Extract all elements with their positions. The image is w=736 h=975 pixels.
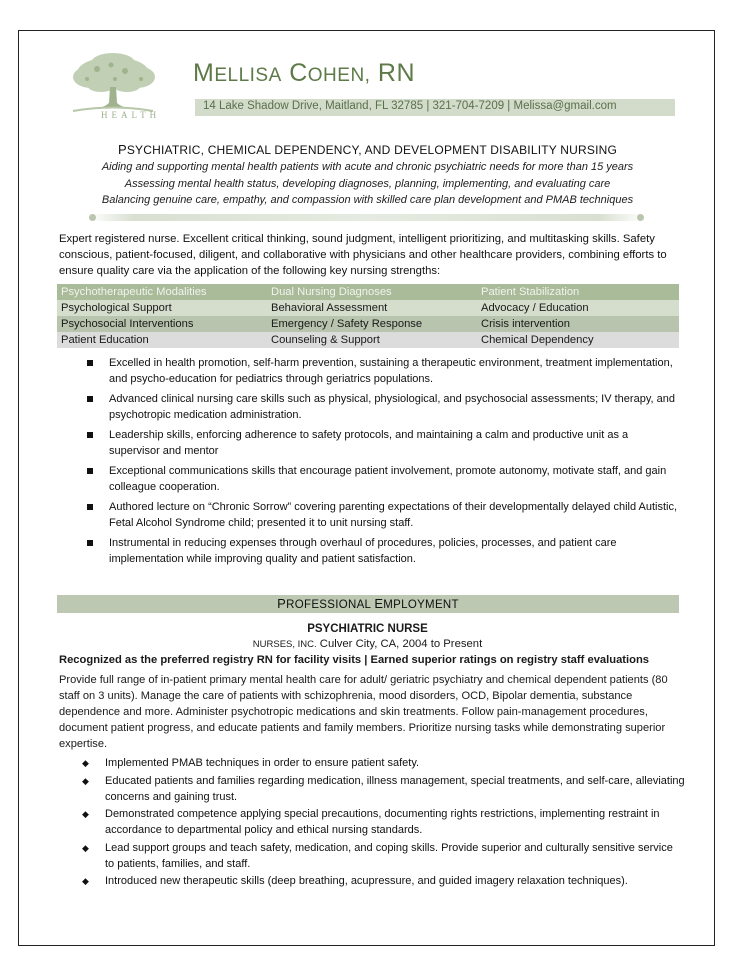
table-cell: Chemical Dependency <box>481 334 594 346</box>
square-bullet-icon <box>87 504 93 510</box>
square-bullet-icon <box>87 432 93 438</box>
table-cell: Emergency / Safety Response <box>271 318 423 330</box>
list-item: ◆ Introduced new therapeutic skills (deep breathing, acupressure, and guided imagery relaxation techniques). <box>82 875 628 887</box>
list-item: ◆ Implemented PMAB techniques in order to ensure patient safety. <box>82 757 420 769</box>
list-item: Advanced clinical nursing care skills such as physical, physiological, and psychosocial assessments; IV therapy, and psychotropic medication administration. <box>87 391 681 423</box>
table-cell: Crisis intervention <box>481 318 570 330</box>
table-row <box>57 332 679 348</box>
achievements-list <box>87 355 681 571</box>
list-item: Excelled in health promotion, self-harm prevention, sustaining a therapeutic environment, treatment implementation, and psycho-education for pediatrics through geriatrics populations. <box>87 355 681 387</box>
table-cell: Patient Education <box>61 334 149 346</box>
job-description: Provide full range of in-patient primary mental health care for adult/ geriatric psychiatry and chemical dependent patients (80 staff on 3 units). Manage the care of patients with schizophrenia, mood disorders, OCD, Bipolar dementia, substance dependence and more. Administer psychotropic medications and skin treatments. Follow pain-management procedures, document patient progress, and educate patients and family members. Prioritize nursing tasks while demonstrating superior expertise. <box>59 674 668 750</box>
table-row <box>57 316 679 332</box>
job-duties-list <box>81 755 685 891</box>
square-bullet-icon <box>87 360 93 366</box>
strengths-table <box>57 284 679 348</box>
table-cell: Counseling & Support <box>271 334 380 346</box>
list-item: Authored lecture on “Chronic Sorrow” covering parenting expectations of their developmentally delayed child Autistic, Fetal Alcohol Syndrome child; presented it to unit nursing staff. <box>87 499 681 531</box>
tagline: Assessing mental health status, developing diagnoses, planning, implementing, and evaluating care <box>124 178 611 190</box>
headline: PSYCHIATRIC, CHEMICAL DEPENDENCY, AND DEVELOPMENT DISABILITY NURSING <box>117 142 618 157</box>
contact-info: 14 Lake Shadow Drive, Maitland, FL 32785 | 321-704-7209 | Melissa@gmail.com <box>195 99 675 116</box>
job-organization: NURSES, INC. Culver City, CA, 2004 to Present <box>252 638 483 650</box>
candidate-name: MELLISA COHEN, RN <box>193 59 416 87</box>
job-highlight: Recognized as the preferred registry RN for facility visits | Earned superior ratings on registry staff evaluations <box>59 654 650 666</box>
tagline: Aiding and supporting mental health patients with acute and chronic psychiatric needs for more than 15 years <box>101 161 634 173</box>
diamond-bullet-icon: ◆ <box>82 809 89 819</box>
square-bullet-icon <box>87 468 93 474</box>
square-bullet-icon <box>87 396 93 402</box>
job-title: PSYCHIATRIC NURSE <box>307 623 428 635</box>
list-item: Exceptional communications skills that encourage patient involvement, promote autonomy, motivate staff, and gain colleague cooperation. <box>87 463 681 495</box>
square-bullet-icon <box>87 540 93 546</box>
table-row <box>57 300 679 316</box>
table-cell: Advocacy / Education <box>481 302 589 314</box>
diamond-bullet-icon: ◆ <box>82 842 89 853</box>
list-item: ◆ Demonstrated competence applying special precautions, documenting rights restrictions, implementing restraint in accordance to departmental policy and ethical nursing standards. <box>82 808 660 836</box>
decorative-divider <box>89 214 644 221</box>
table-cell: Behavioral Assessment <box>271 302 388 314</box>
column-header: Dual Nursing Diagnoses <box>271 286 392 298</box>
diamond-bullet-icon: ◆ <box>82 876 89 886</box>
table-cell: Psychological Support <box>61 302 172 314</box>
column-header: Patient Stabilization <box>481 286 580 298</box>
list-item: Instrumental in reducing expenses through overhaul of procedures, policies, processes, and patient care implementation while improving quality and patient satisfaction. <box>87 535 681 567</box>
strengths-header-row <box>57 284 679 300</box>
summary-paragraph: Expert registered nurse. Excellent critical thinking, sound judgment, intelligent prioritizing, and multitasking skills. Safety conscious, patient-focused, diligent, and collaborative with physicians and other healthcare providers, combining efforts to ensure quality care via the application of the following key nursing strengths: <box>59 233 667 277</box>
diamond-bullet-icon: ◆ <box>82 758 89 768</box>
resume-page <box>18 30 715 946</box>
tagline: Balancing genuine care, empathy, and compassion with skilled care plan development and PMAB techniques <box>101 194 634 206</box>
list-item: Leadership skills, enforcing adherence to safety protocols, and maintaining a calm and productive unit as a supervisor and mentor <box>87 427 681 459</box>
diamond-bullet-icon: ◆ <box>82 775 89 786</box>
table-cell: Psychosocial Interventions <box>61 318 194 330</box>
list-item: ◆ Educated patients and families regarding medication, illness management, special treatments, and self-care, alleviating concerns and gaining trust. <box>82 774 685 803</box>
list-item: ◆ Lead support groups and teach safety, medication, and coping skills. Provide superior and culturally sensitive service to patients, families, and staff. <box>82 841 673 870</box>
logo-text: HEALTH <box>101 110 161 120</box>
section-heading-employment: PROFESSIONAL EMPLOYMENT <box>57 595 679 613</box>
column-header: Psychotherapeutic Modalities <box>61 286 207 298</box>
